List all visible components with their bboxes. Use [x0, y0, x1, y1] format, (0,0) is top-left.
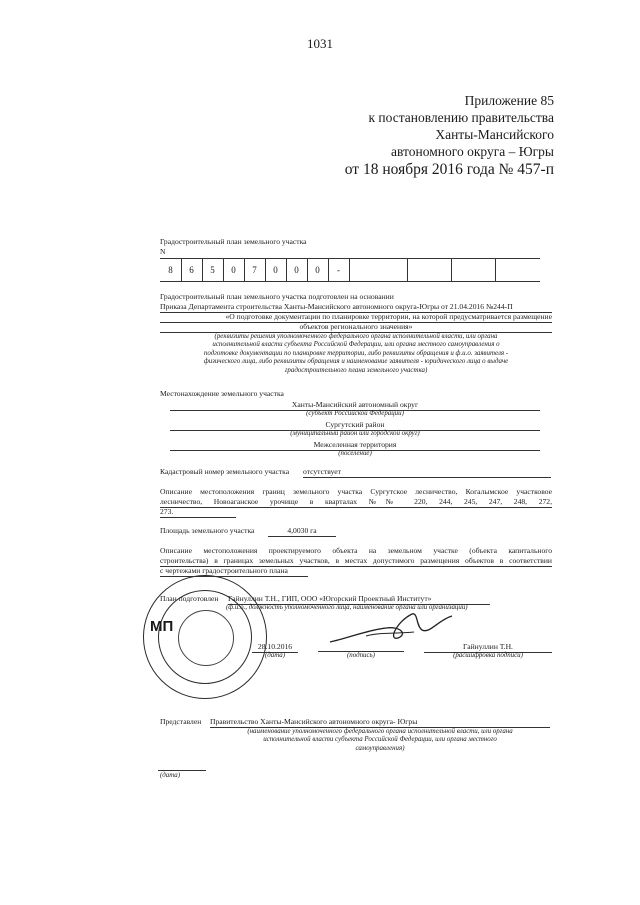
digit-cell: 0 — [286, 259, 308, 281]
presented-label: Представлен — [160, 717, 202, 726]
location-label: Местонахождение земельного участка — [160, 389, 284, 398]
cadastral-value: отсутствует — [303, 467, 551, 478]
note-line: физического лица, либо реквизиты обращения и наименование заявителя - юридического лица о выдаче — [203, 358, 509, 366]
seal-mp-mark: МП — [150, 618, 174, 635]
plan-number-grid — [160, 258, 540, 282]
boundaries-line: Описание местоположения границ земельного участка Сургутское лесничество, Когалымское участковое — [160, 487, 552, 496]
note-line: подготовке документации по планировке территории, либо реквизиты обращения и ф.и.о. заявителя - — [203, 349, 509, 357]
digit-cell: 0 — [265, 259, 287, 281]
header-line: Приложение 85 — [464, 93, 554, 108]
basis-line: объектов регионального значения» — [160, 322, 552, 333]
basis-intro: Градостроительный план земельного участка подготовлен на основании — [160, 292, 394, 301]
seal-core — [178, 610, 234, 666]
note-line: исполнительной власти субъекта Российской Федерации, или органа местного — [263, 736, 497, 744]
object-line: Описание местоположения проектируемого объекта на земельном участке (объекта капитального — [160, 546, 552, 555]
digit-cell: 0 — [223, 259, 245, 281]
digit-cell: 0 — [307, 259, 329, 281]
note-line: исполнительной власти субъекта Российской Федерации, или органа местного самоуправления о — [212, 341, 500, 349]
prepared-name: Гайнуллин Т.Н. — [424, 642, 552, 653]
boundaries-line: 273. — [160, 507, 236, 518]
prepared-name-note: (расшифровка подписи) — [453, 652, 523, 659]
header-decree-line: от 18 ноября 2016 года № 457-п — [344, 161, 554, 178]
digit-cell: 7 — [244, 259, 266, 281]
object-line: с чертежами градостроительного плана — [160, 566, 308, 577]
location-settlement: Межселенная территория — [170, 440, 540, 451]
note-line: градостроительного плана земельного участка) — [284, 366, 428, 374]
prepared-date-note: (дата) — [264, 652, 286, 659]
area-value: 4,0030 га — [268, 526, 336, 537]
official-seal-stamp — [143, 575, 267, 699]
header-line: Ханты-Мансийского — [435, 127, 554, 142]
digit-cell: 8 — [160, 259, 182, 281]
basis-line: «О подготовке документации по планировке территории, на которой предусматривается размещение — [160, 312, 552, 323]
object-line: строительства) в границах земельных участков, в местах допустимого размещения объектов в соответствии — [160, 556, 552, 565]
location-subject-note: (субъект Российской Федерации) — [306, 410, 404, 417]
location-district-note: (муниципальный район или городской округ) — [290, 430, 420, 437]
prepared-note: (ф.и.о., должность уполномоченного лица, наименование органа или организации) — [226, 604, 468, 611]
location-settlement-note: (поселение) — [338, 450, 372, 457]
prepared-date: 28.10.2016 — [252, 642, 298, 653]
header-line: автономного округа – Югры — [391, 144, 554, 159]
digit-cell — [451, 259, 496, 281]
note-line: самоуправления) — [355, 744, 405, 752]
header-block — [345, 92, 554, 180]
digit-cell — [349, 259, 408, 281]
note-line: (реквизиты решения уполномоченного федерального органа исполнительной власти, или органа — [214, 333, 498, 340]
digit-cell — [495, 259, 540, 281]
presented-date-note: (дата) — [160, 772, 181, 779]
page-number: 1031 — [307, 36, 333, 51]
digit-cell: 5 — [202, 259, 224, 281]
presented-date-line — [158, 770, 206, 771]
prepared-value: Гайнуллин Т.Н., ГИП, ООО «Югорский Проектный Институт» — [228, 594, 490, 605]
header-line: к постановлению правительства — [368, 110, 554, 125]
number-sign: N — [160, 247, 166, 256]
signature-note: (подпись) — [347, 652, 375, 659]
basis-line: Приказа Департамента строительства Ханты-Мансийского автономного округа-Югры от 21.04.2016 №244-П — [160, 302, 552, 313]
boundaries-line: лесничество, Новоаганское урочище в кварталах №№ 220, 244, 245, 247, 248, 272, — [160, 497, 552, 506]
presented-note — [210, 728, 550, 753]
basis-note — [160, 333, 552, 375]
cadastral-label: Кадастровый номер земельного участка — [160, 467, 290, 476]
presented-value: Правительство Ханты-Мансийского автономного округа- Югры — [210, 717, 550, 728]
digit-cell — [407, 259, 452, 281]
note-line: (наименование уполномоченного федерального органа исполнительной власти, или органа — [247, 728, 513, 735]
prepared-label: План подготовлен — [160, 594, 219, 603]
area-label: Площадь земельного участка — [160, 526, 255, 535]
digit-cell: 6 — [181, 259, 203, 281]
digit-cell: - — [328, 259, 350, 281]
plan-title: Градостроительный план земельного участка — [160, 237, 307, 246]
location-district: Сургутский район — [170, 420, 540, 431]
location-subject: Ханты-Мансийский автономный округ — [170, 400, 540, 411]
